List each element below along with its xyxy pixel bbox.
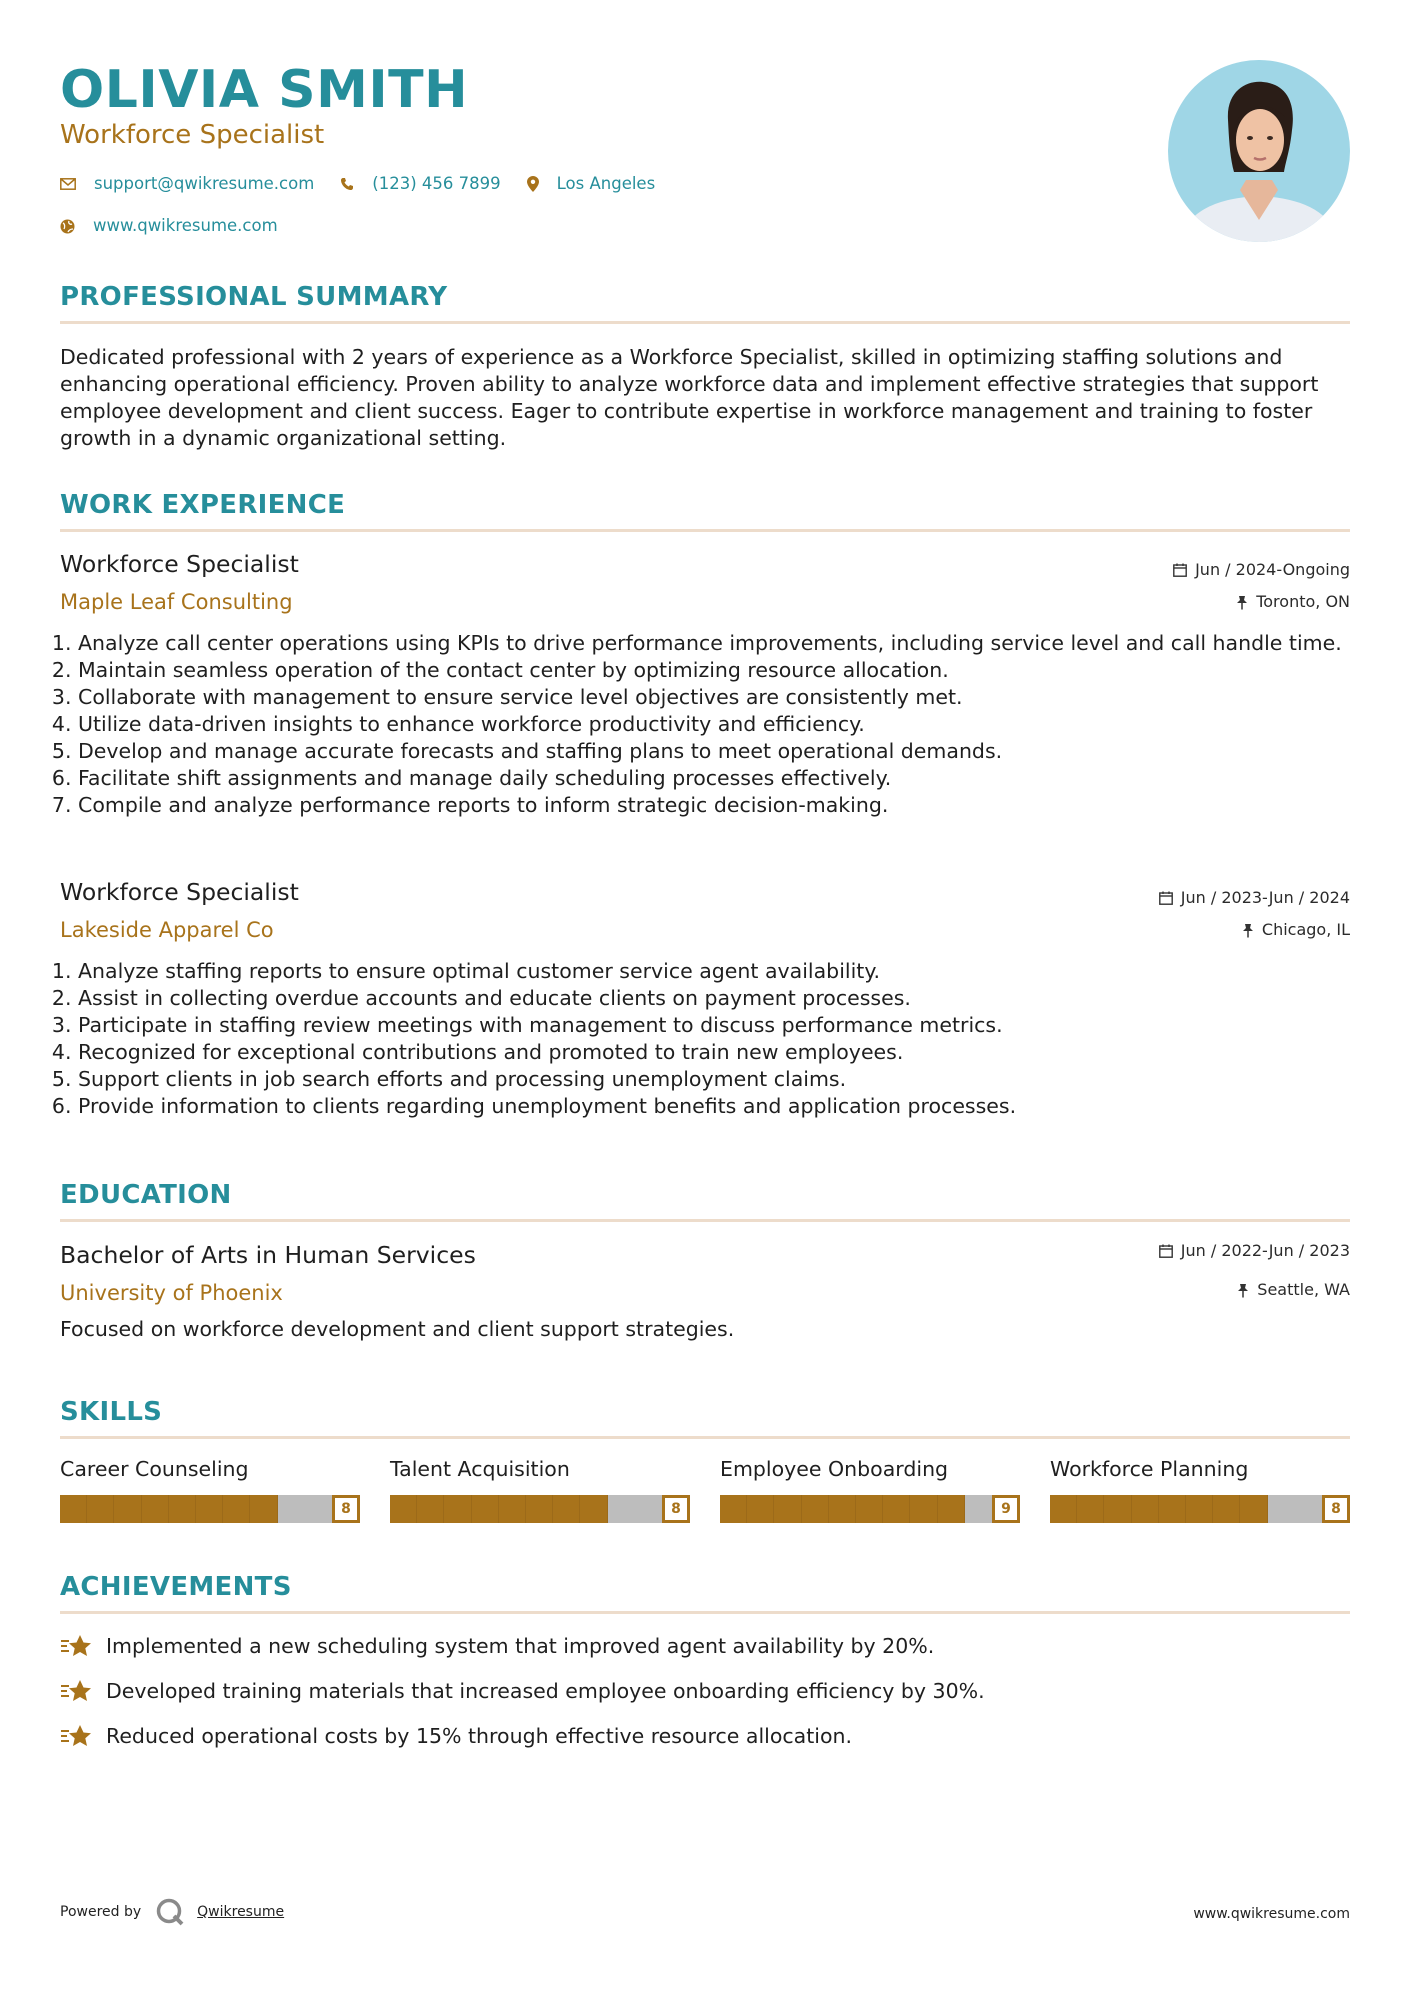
candidate-title: Workforce Specialist <box>60 120 325 150</box>
envelope-icon <box>60 178 76 190</box>
qwikresume-link[interactable]: Qwikresume <box>197 1904 285 1920</box>
skill-bar-segment <box>1132 1495 1159 1523</box>
list-item: 6. Provide information to clients regarding unemployment benefits and application processes. <box>78 1093 1368 1120</box>
footer-powered-by <box>60 1897 284 1927</box>
job-1-dates-text: Jun / 2024-Ongoing <box>1195 560 1350 579</box>
skill-bar-segment <box>87 1495 114 1523</box>
summary-heading: PROFESSIONAL SUMMARY <box>60 282 448 312</box>
summary-text: Dedicated professional with 2 years of experience as a Workforce Specialist, skilled in optimizing staffing solutions and enhancing operational efficiency. Proven ability to analyze workforce data and implement effective strategies that support employee development and client success. Eager to contribute expertise in workforce management and training to foster growth in a dynamic organizational setting. <box>60 345 1319 450</box>
powered-by-label: Powered by <box>60 1904 142 1920</box>
skill-workforce-planning <box>1050 1455 1350 1517</box>
skill-bar <box>720 1495 1020 1523</box>
resume-page <box>60 0 1350 1990</box>
list-item: 1. Analyze call center operations using KPIs to drive performance improvements, including service level and call handle time. <box>78 630 1368 657</box>
skill-bar-segment <box>417 1495 444 1523</box>
skill-score: 8 <box>332 1495 360 1523</box>
job-1-company: Maple Leaf Consulting <box>60 590 293 614</box>
website-row <box>60 215 304 237</box>
skill-bar-segment <box>499 1495 526 1523</box>
list-item: 4. Recognized for exceptional contributions and promoted to train new employees. <box>78 1039 1368 1066</box>
list-item: 5. Support clients in job search efforts and processing unemployment claims. <box>78 1066 1368 1093</box>
job-2-dates-text: Jun / 2023-Jun / 2024 <box>1180 888 1350 907</box>
experience-heading: WORK EXPERIENCE <box>60 490 346 520</box>
skill-bar-segment <box>1077 1495 1104 1523</box>
skill-bar-segment <box>142 1495 169 1523</box>
star-icon <box>60 1723 92 1749</box>
skill-career-counseling <box>60 1455 360 1517</box>
job-2-location <box>1242 919 1350 941</box>
contact-row <box>60 173 681 195</box>
qwikresume-logo-icon <box>155 1897 185 1927</box>
skill-bar-fill <box>720 1495 965 1523</box>
skill-bar-segment <box>223 1495 250 1523</box>
list-item: 4. Utilize data-driven insights to enhance workforce productivity and efficiency. <box>78 711 1368 738</box>
list-item: 2. Assist in collecting overdue accounts and educate clients on payment processes. <box>78 985 1368 1012</box>
skill-bar-segment <box>1213 1495 1240 1523</box>
job-2-role: Workforce Specialist <box>60 878 299 906</box>
skill-bar <box>390 1495 690 1523</box>
job-2-location-text: Chicago, IL <box>1261 920 1350 939</box>
skill-bar-segment <box>774 1495 801 1523</box>
education-dates <box>1159 1240 1350 1262</box>
achievement-text: Reduced operational costs by 15% through effective resource allocation. <box>106 1724 852 1748</box>
phone-text: (123) 456 7899 <box>372 174 501 193</box>
calendar-icon <box>1159 1244 1173 1258</box>
location-item <box>527 173 656 195</box>
skills-heading: SKILLS <box>60 1397 163 1427</box>
location-text: Los Angeles <box>556 174 656 193</box>
skill-bar-segment <box>1186 1495 1213 1523</box>
skill-bar <box>1050 1495 1350 1523</box>
education-dates-text: Jun / 2022-Jun / 2023 <box>1180 1241 1350 1260</box>
skill-bar-segment <box>720 1495 747 1523</box>
skill-bar-segment <box>580 1495 607 1523</box>
list-item: 7. Compile and analyze performance reports to inform strategic decision-making. <box>78 792 1368 819</box>
footer-website[interactable]: www.qwikresume.com <box>1193 1906 1350 1922</box>
skill-bar-fill <box>60 1495 278 1523</box>
education-location-text: Seattle, WA <box>1257 1280 1350 1299</box>
skill-score: 8 <box>662 1495 690 1523</box>
job-2-bullets <box>60 958 1368 1120</box>
list-item: 5. Develop and manage accurate forecasts and staffing plans to meet operational demands. <box>78 738 1368 765</box>
education-degree: Bachelor of Arts in Human Services <box>60 1241 476 1269</box>
skills-divider <box>60 1436 1350 1439</box>
skill-bar-segment <box>114 1495 141 1523</box>
globe-icon <box>60 219 75 234</box>
skill-bar-segment <box>1104 1495 1131 1523</box>
skill-bar-segment <box>910 1495 937 1523</box>
skill-bar-segment <box>169 1495 196 1523</box>
skill-bar-segment <box>196 1495 223 1523</box>
job-1-role: Workforce Specialist <box>60 550 299 578</box>
skill-bar-segment <box>856 1495 883 1523</box>
education-heading: EDUCATION <box>60 1180 232 1210</box>
website-text: www.qwikresume.com <box>93 216 278 235</box>
achievement-text: Developed training materials that increased employee onboarding efficiency by 30%. <box>106 1679 985 1703</box>
skill-bar-segment <box>526 1495 553 1523</box>
list-item: 1. Analyze staffing reports to ensure optimal customer service agent availability. <box>78 958 1368 985</box>
skill-score: 9 <box>992 1495 1020 1523</box>
map-marker-icon <box>527 176 539 192</box>
list-item: 3. Collaborate with management to ensure service level objectives are consistently met. <box>78 684 1368 711</box>
skill-bar-segment <box>802 1495 829 1523</box>
skill-name: Career Counseling <box>60 1457 249 1481</box>
skill-bar <box>60 1495 360 1523</box>
summary-divider <box>60 321 1350 324</box>
skill-bar-segment <box>444 1495 471 1523</box>
achievements-divider <box>60 1611 1350 1614</box>
education-description: Focused on workforce development and client support strategies. <box>60 1317 735 1341</box>
phone-icon <box>340 177 354 191</box>
skill-bar-fill <box>1050 1495 1268 1523</box>
job-1-location <box>1236 591 1350 613</box>
profile-photo <box>1168 60 1350 242</box>
website-item[interactable] <box>60 215 278 237</box>
star-icon <box>60 1678 92 1704</box>
list-item: 2. Maintain seamless operation of the contact center by optimizing resource allocation. <box>78 657 1368 684</box>
achievement-item <box>60 1722 852 1750</box>
list-item: 3. Participate in staffing review meetings with management to discuss performance metrics. <box>78 1012 1368 1039</box>
skill-bar-segment <box>747 1495 774 1523</box>
job-1-location-text: Toronto, ON <box>1256 592 1350 611</box>
list-item: 6. Facilitate shift assignments and manage daily scheduling processes effectively. <box>78 765 1368 792</box>
achievement-text: Implemented a new scheduling system that improved agent availability by 20%. <box>106 1634 935 1658</box>
skill-bar-fill <box>390 1495 608 1523</box>
skill-bar-segment <box>1240 1495 1267 1523</box>
phone-item[interactable] <box>340 173 500 195</box>
skill-name: Workforce Planning <box>1050 1457 1249 1481</box>
experience-divider <box>60 529 1350 532</box>
email-item[interactable] <box>60 173 314 195</box>
pushpin-icon <box>1237 1283 1249 1298</box>
achievement-item <box>60 1677 985 1705</box>
skill-bar-segment <box>250 1495 277 1523</box>
skill-score: 8 <box>1322 1495 1350 1523</box>
skill-bar-segment <box>829 1495 856 1523</box>
email-text: support@qwikresume.com <box>94 174 315 193</box>
skill-employee-onboarding <box>720 1455 1020 1517</box>
achievements-heading: ACHIEVEMENTS <box>60 1572 292 1602</box>
calendar-icon <box>1159 891 1173 905</box>
skill-bar-segment <box>553 1495 580 1523</box>
pushpin-icon <box>1236 595 1248 610</box>
skill-name: Talent Acquisition <box>390 1457 570 1481</box>
job-1-bullets <box>60 630 1368 819</box>
skill-bar-segment <box>1050 1495 1077 1523</box>
skill-talent-acquisition <box>390 1455 690 1517</box>
achievement-item <box>60 1632 934 1660</box>
skill-name: Employee Onboarding <box>720 1457 949 1481</box>
job-2-dates <box>1159 887 1350 909</box>
skill-bar-segment <box>390 1495 417 1523</box>
job-1-dates <box>1173 559 1350 581</box>
candidate-name: OLIVIA SMITH <box>60 60 469 120</box>
education-location <box>1237 1279 1350 1301</box>
calendar-icon <box>1173 563 1187 577</box>
star-icon <box>60 1633 92 1659</box>
skill-bar-segment <box>472 1495 499 1523</box>
skill-bar-segment <box>883 1495 910 1523</box>
education-school: University of Phoenix <box>60 1281 283 1305</box>
skill-bar-segment <box>938 1495 965 1523</box>
education-divider <box>60 1219 1350 1222</box>
pushpin-icon <box>1242 923 1254 938</box>
skill-bar-segment <box>1159 1495 1186 1523</box>
job-2-company: Lakeside Apparel Co <box>60 918 274 942</box>
skill-bar-segment <box>60 1495 87 1523</box>
